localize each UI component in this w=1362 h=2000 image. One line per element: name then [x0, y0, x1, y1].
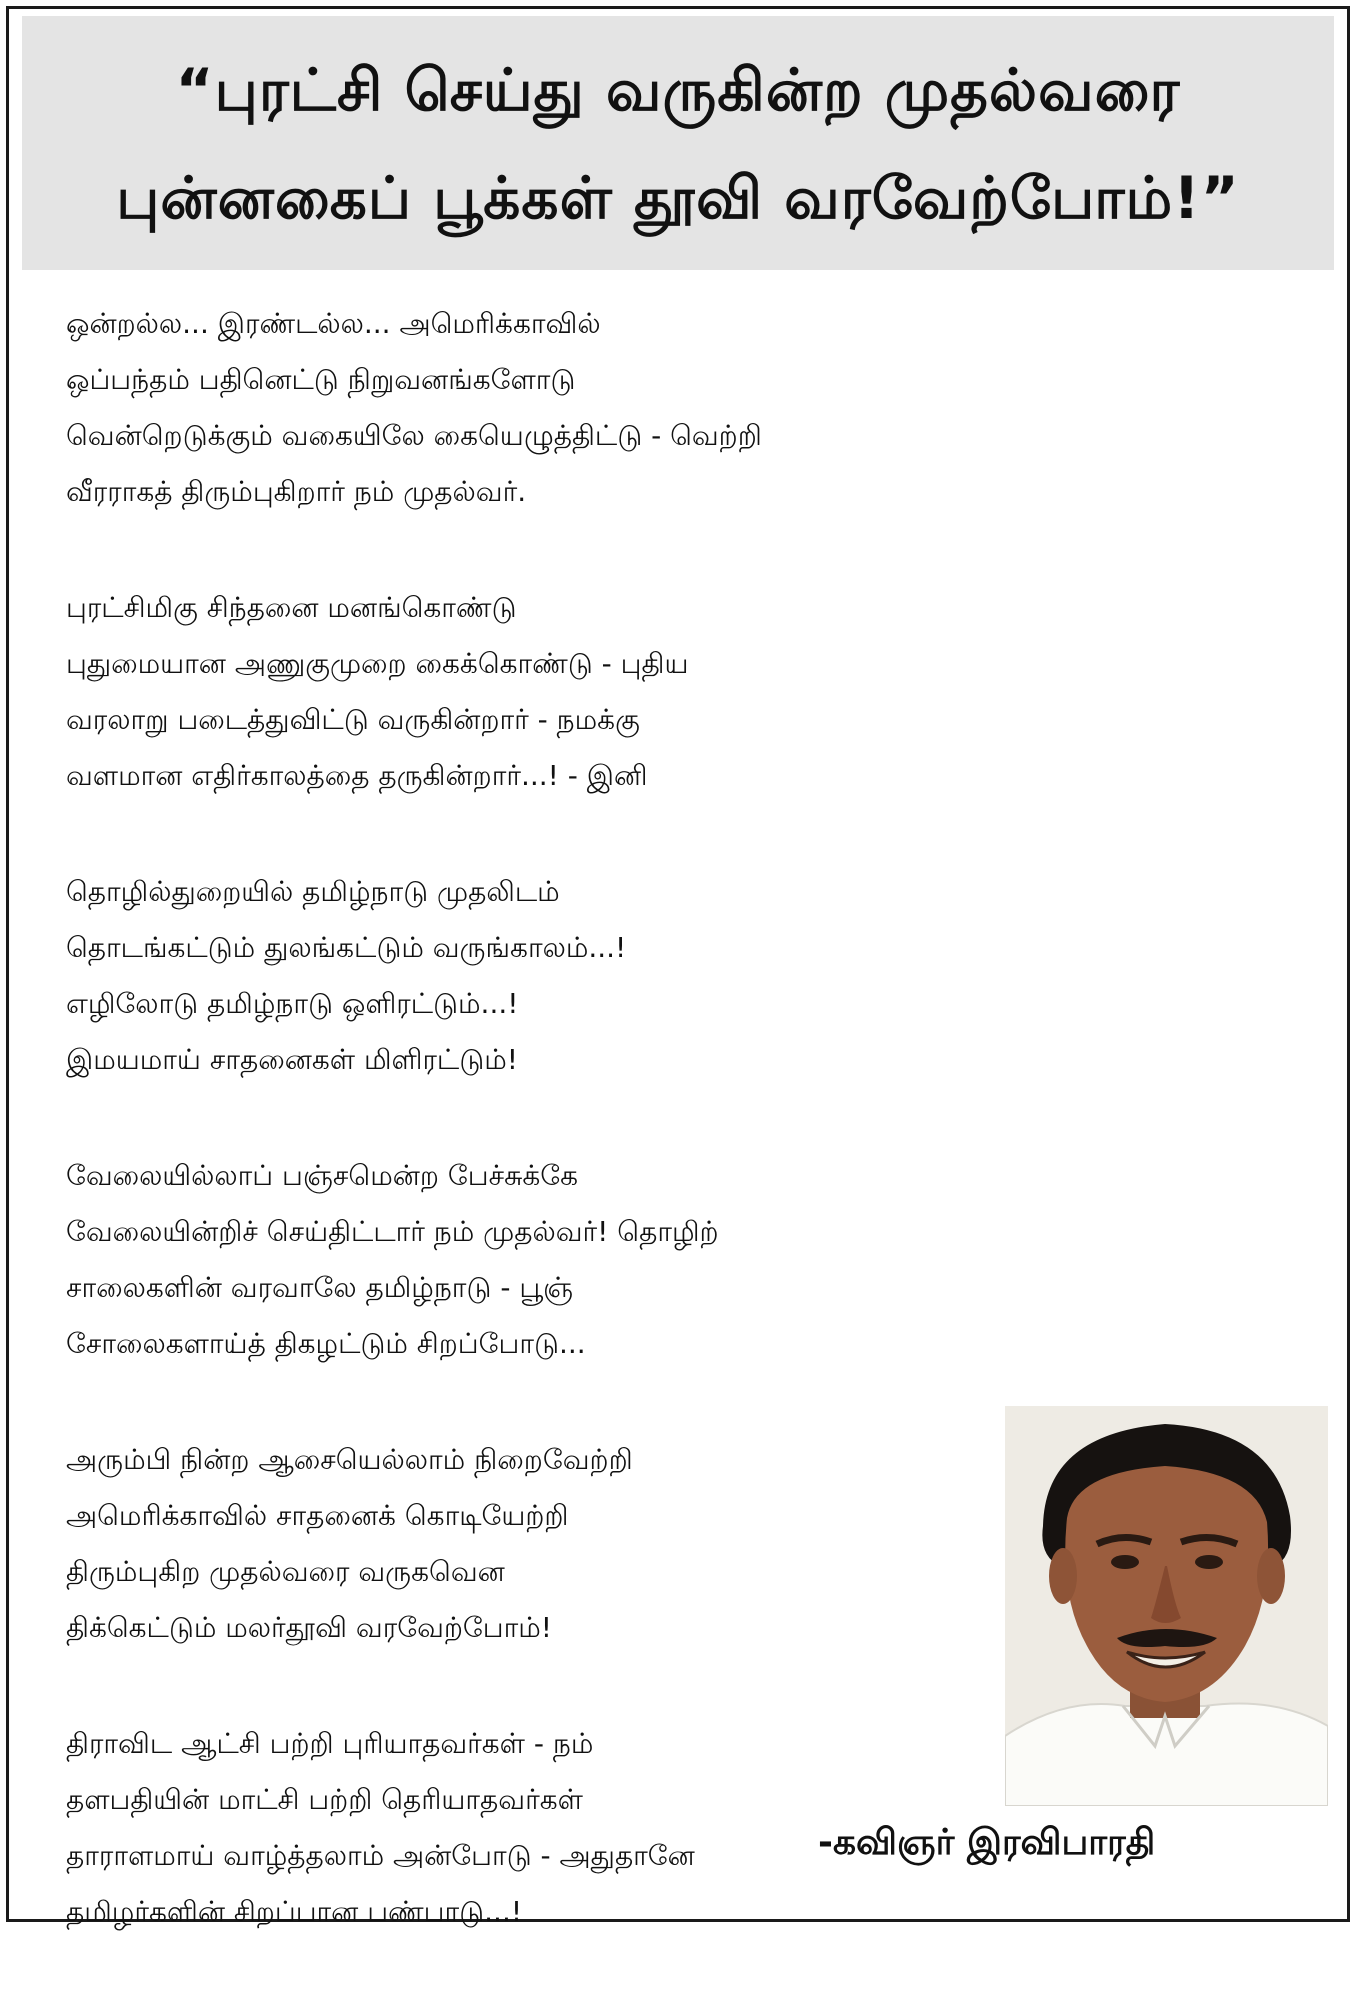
headline-line-2: புன்னகைப் பூக்கள் தூவி வரவேற்போம்!” [116, 164, 1240, 232]
poem-line: தளபதியின் மாட்சி பற்றி தெரியாதவர்கள் [66, 1783, 583, 1816]
poem-line: தொடங்கட்டும் துலங்கட்டும் வருங்காலம்...! [66, 931, 627, 964]
poem-line: புதுமையான அணுகுமுறை கைக்கொண்டு - புதிய [66, 647, 689, 680]
poet-portrait-photo [1005, 1406, 1328, 1806]
headline-box [22, 16, 1334, 270]
poem-line: திரும்புகிற முதல்வரை வருகவென [66, 1555, 505, 1588]
headline-line-1: “புரட்சி செய்து வருகின்ற முதல்வரை [175, 56, 1181, 124]
poem-line: அமெரிக்காவில் சாதனைக் கொடியேற்றி [66, 1499, 569, 1532]
poem-line: வரலாறு படைத்துவிட்டு வருகின்றார் - நமக்கு [66, 703, 640, 736]
poem-line: வளமான எதிர்காலத்தை தருகின்றார்...! - இனி [66, 759, 648, 792]
poem-line: வேலையின்றிச் செய்திட்டார் நம் முதல்வர்! தொழிற் [66, 1215, 719, 1248]
poem-line: ஒன்றல்ல... இரண்டல்ல... அமெரிக்காவில் [66, 307, 601, 340]
poem-line: திக்கெட்டும் மலர்தூவி வரவேற்போம்! [66, 1611, 553, 1644]
poem-line: தமிழர்களின் சிறப்பான பண்பாடு...! [66, 1895, 523, 1928]
poem-line: சோலைகளாய்த் திகழட்டும் சிறப்போடு... [66, 1327, 586, 1360]
poem-line: அரும்பி நின்ற ஆசையெல்லாம் நிறைவேற்றி [66, 1443, 633, 1476]
poem-line: வேலையில்லாப் பஞ்சமென்ற பேச்சுக்கே [66, 1159, 579, 1192]
poem-line: வென்றெடுக்கும் வகையிலே கையெழுத்திட்டு - வெற்றி [66, 419, 762, 452]
poem-stanza-5 [66, 1432, 986, 1656]
poem-stanza-2 [66, 580, 986, 804]
poem-line: எழிலோடு தமிழ்நாடு ஒளிரட்டும்...! [66, 987, 519, 1020]
poem-line: இமயமாய் சாதனைகள் மிளிரட்டும்! [66, 1043, 518, 1076]
poem-line: திராவிட ஆட்சி பற்றி புரியாதவர்கள் - நம் [66, 1727, 594, 1760]
poem-body [66, 296, 986, 2000]
portrait-illustration [1005, 1406, 1328, 1806]
poem-line: சாலைகளின் வரவாலே தமிழ்நாடு - பூஞ் [66, 1271, 574, 1304]
poem-stanza-3 [66, 864, 986, 1088]
poem-line: ஒப்பந்தம் பதினெட்டு நிறுவனங்களோடு [66, 363, 576, 396]
poem-stanza-4 [66, 1148, 986, 1372]
poet-signature: -கவிஞர் இரவிபாரதி [818, 1822, 1156, 1863]
poem-stanza-1 [66, 296, 986, 520]
poem-line: தொழில்துறையில் தமிழ்நாடு முதலிடம் [66, 875, 560, 908]
poem-line: தாராளமாய் வாழ்த்தலாம் அன்போடு - அதுதானே [66, 1839, 695, 1872]
poem-line: வீரராகத் திரும்புகிறார் நம் முதல்வர். [66, 475, 527, 508]
poem-line: புரட்சிமிகு சிந்தனை மனங்கொண்டு [66, 591, 517, 624]
